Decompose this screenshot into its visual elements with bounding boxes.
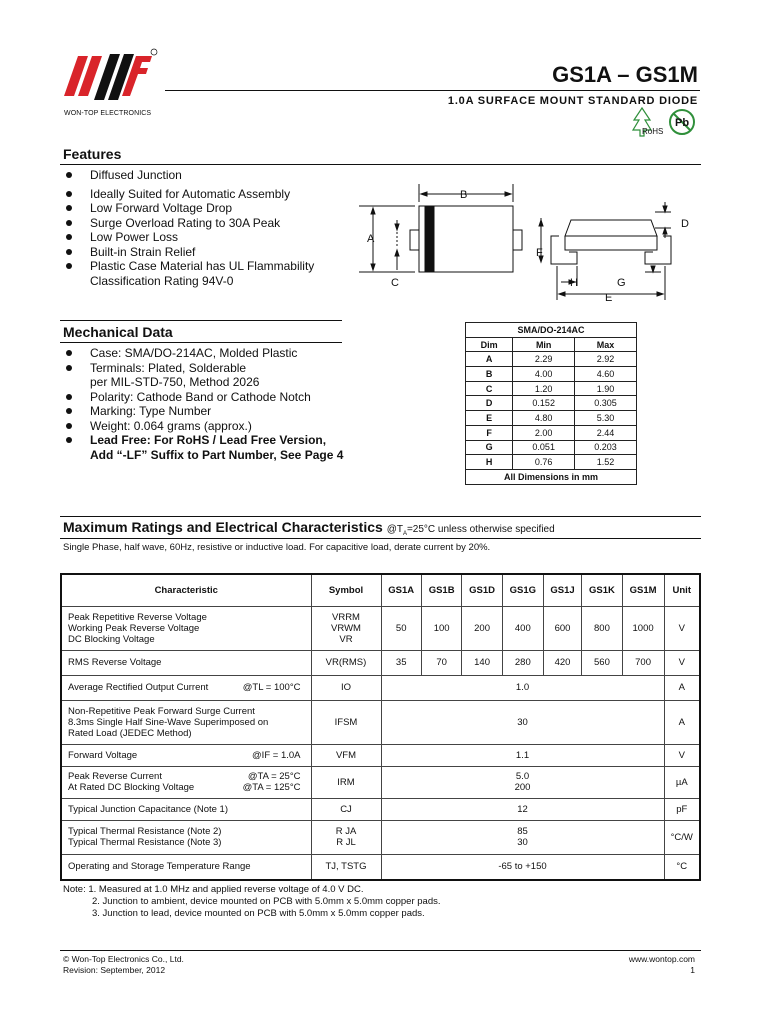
list-item: per MIL-STD-750, Method 2026 [90,375,260,389]
ratings-divider [60,538,701,539]
list-item: Low Forward Voltage Drop [64,201,364,216]
table-row: Typical Thermal Resistance (Note 2) Typical Thermal Resistance (Note 3) R JA R JL 85 30 °C/W [61,820,700,854]
features-list [64,168,364,288]
table-row: Typical Junction Capacitance (Note 1) CJ 12 pF [61,798,700,820]
table-row: Forward Voltage @IF = 1.0A VFM 1.1 V [61,744,700,766]
features-heading: Features [63,146,122,162]
mechanical-divider [60,342,342,343]
svg-text:RoHS: RoHS [642,127,664,136]
footer-divider [60,950,701,951]
dim-label-e: E [605,292,613,304]
list-item: Weight: 0.064 grams (approx.) [64,419,374,434]
table-row: Non-Repetitive Peak Forward Surge Current 8.3ms Single Half Sine-Wave Superimposed on Rated Load (JEDEC Method) IFSM 30 A [61,700,700,744]
page-number: 1 [690,965,695,975]
dim-table-footer: All Dimensions in mm [466,469,637,484]
table-row: B 4.00 4.60 [466,367,637,382]
notes [63,884,441,920]
table-row: RMS Reverse Voltage VR(RMS) 35 70 140 280 420 560 700 V [61,650,700,675]
footer-right [629,954,695,976]
table-row: Operating and Storage Temperature Range TJ, TSTG -65 to +150 °C [61,854,700,880]
note-line: Note: 1. Measured at 1.0 MHz and applied reverse voltage of 4.0 V DC. [63,884,364,895]
page-subtitle: 1.0A SURFACE MOUNT STANDARD DIODE [447,95,698,107]
list-item: Surge Overload Rating to 30A Peak [64,216,364,231]
list-item: Diffused Junction [64,168,364,183]
ratings-heading: Maximum Ratings and Electrical Characteristics $@T_A=25^\circ C$ unless otherwise specified [63,519,555,537]
mechanical-list [64,346,374,462]
list-item: Add “-LF” Suffix to Part Number, See Page 4 [90,447,344,462]
list-item: Low Power Loss [64,230,364,245]
note-line: 3. Junction to lead, device mounted on PCB with 5.0mm x 5.0mm copper pads. [92,908,425,919]
table-row: A 2.29 2.92 [466,352,637,367]
dim-label-d: D [681,218,689,230]
table-row: D 0.152 0.305 [466,396,637,411]
list-item: Polarity: Cathode Band or Cathode Notch [64,390,374,405]
note-line: 2. Junction to ambient, device mounted on PCB with 5.0mm x 5.0mm copper pads. [92,896,441,907]
rohs-pb-free-icon [630,106,702,140]
list-item: Built-in Strain Relief [64,245,364,260]
list-item: Plastic Case Material has UL Flammability [64,259,364,274]
company-name: WON-TOP ELECTRONICS [64,110,152,117]
package-outline-diagram [355,182,700,304]
footer-left [63,954,184,976]
dim-label-f: F [536,247,543,259]
svg-text:Pb: Pb [675,117,690,129]
dim-label-a: A [367,233,375,245]
list-item: Lead Free: For RoHS / Lead Free Version, [64,433,374,448]
table-row: Peak Repetitive Reverse Voltage Working Peak Reverse Voltage DC Blocking Voltage VRRM VRWM VR 50 100 200 400 600 800 1000 V [61,606,700,650]
dim-label-c: C [391,277,399,289]
mechanical-heading: Mechanical Data [63,324,173,340]
features-divider [60,164,701,165]
list-item: Ideally Suited for Automatic Assembly [64,187,364,202]
dim-col-header: Max [575,337,637,352]
ratings-top-rule [60,516,701,517]
list-item: Marking: Type Number [64,404,374,419]
dim-col-header: Min [513,337,575,352]
table-row: E 4.80 5.30 [466,411,637,426]
revision: Revision: September, 2012 [63,965,166,975]
footer-url[interactable]: www.wontop.com [628,954,695,964]
page-title: GS1A – GS1M [552,62,698,87]
dim-col-header: Dim [466,337,513,352]
dim-label-h: H [570,277,578,289]
title-divider [165,90,700,91]
copyright: © Won-Top Electronics Co., Ltd. [63,954,184,964]
dim-label-g: G [617,277,626,289]
dim-table-title: SMA/DO-214AC [466,323,637,338]
list-item: Case: SMA/DO-214AC, Molded Plastic [64,346,374,361]
table-row: C 1.20 1.90 [466,381,637,396]
dimensions-table [465,322,637,485]
dim-label-b: B [460,189,468,201]
list-item: Classification Rating 94V-0 [90,273,234,288]
ratings-note: Single Phase, half wave, 60Hz, resistive or inductive load. For capacitive load, derate current by 20%. [63,542,491,553]
table-row: Average Rectified Output Current @TL = 100°C IO 1.0 A [61,675,700,700]
mechanical-top-rule [60,320,342,321]
table-row: G 0.051 0.203 [466,440,637,455]
table-row: H 0.76 1.52 [466,455,637,470]
won-top-logo [64,48,158,110]
list-item: Terminals: Plated, Solderable [64,361,374,376]
table-row: F 2.00 2.44 [466,425,637,440]
table-row: Peak Reverse Current @TA = 25°C At Rated DC Blocking Voltage @TA = 125°C IRM 5.0 200 µA [61,766,700,798]
ratings-table: Characteristic Symbol GS1A GS1B GS1D GS1G GS1J GS1K GS1M Unit Peak Repetitive Reverse Voltage Working Peak Reverse Voltage DC Blocking Voltage VRRM VRWM VR 50 100 200 400 600 800 1000 V RMS Reverse Voltage VR(RMS) 35 70 140 280 420 560 700 V Average Rectified Output Current @TL = 100°C IO 1.0 A Non-Repetitive Peak Forward Surge Current 8.3ms Single Half Sine-Wave Superimposed on Rated Load (JEDEC Method) IFSM 30 A Forward Voltage @IF = 1.0A VFM 1.1 V Peak Reverse Current @TA = 25°C At Rated DC Blocking Voltage @TA = 125°C IRM 5.0 200 µA Typical Junction Capacitance (Note 1) CJ 12 pF Typical Thermal Resistance (Note 2) Typical Thermal Resistance (Note 3) R JA R JL 85 30 °C/W Operating and Storage Temperature Range TJ, TSTG -65 to +150 °C [60,573,701,881]
